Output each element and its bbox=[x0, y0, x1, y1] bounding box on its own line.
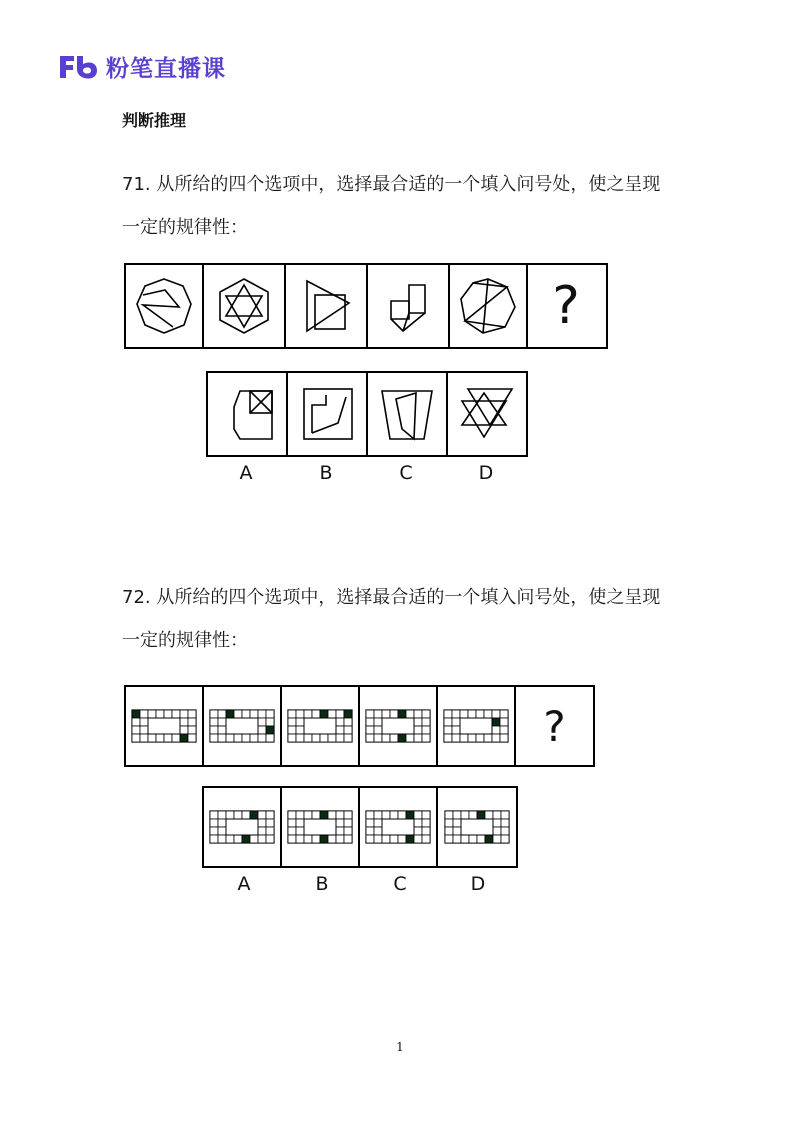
q72-text-line1: 72. 从所给的四个选项中，选择最合适的一个填入问号处，使之呈现 bbox=[122, 587, 661, 608]
q72-figure-3 bbox=[282, 687, 360, 765]
q72-text-line2: 一定的规律性： bbox=[122, 630, 248, 651]
q72-figure-4 bbox=[360, 687, 438, 765]
q71-question-cell bbox=[528, 265, 604, 347]
q71-option-c-figure bbox=[368, 373, 448, 455]
q72-option-d-label: D bbox=[470, 873, 486, 895]
q71-text-line2: 一定的规律性： bbox=[122, 217, 248, 238]
q72-option-d-figure bbox=[438, 788, 516, 866]
q72-sequence-panel bbox=[124, 685, 595, 767]
q72-option-b-figure bbox=[282, 788, 360, 866]
q72-question-cell bbox=[516, 687, 593, 765]
q72-option-c-figure bbox=[360, 788, 438, 866]
q71-text-line1: 71. 从所给的四个选项中，选择最合适的一个填入问号处，使之呈现 bbox=[122, 174, 661, 195]
q71-option-c-label: C bbox=[399, 462, 413, 484]
section-title: 判断推理 bbox=[122, 111, 187, 130]
q71-option-d-label: D bbox=[478, 462, 494, 484]
page-number: 1 bbox=[396, 1040, 404, 1054]
q71-figure-1 bbox=[126, 265, 204, 347]
q71-figure-2 bbox=[204, 265, 286, 347]
q71-figure-4 bbox=[368, 265, 450, 347]
q71-option-a-figure bbox=[208, 373, 288, 455]
q71-option-b-label: B bbox=[319, 462, 333, 484]
fb-logo-icon bbox=[56, 52, 100, 82]
q72-option-b-label: B bbox=[315, 873, 329, 895]
q71-option-b-figure bbox=[288, 373, 368, 455]
q72-options-panel bbox=[202, 786, 518, 868]
q71-question-mark: ? bbox=[552, 276, 580, 336]
q72-option-a-figure bbox=[204, 788, 282, 866]
q71-sequence-panel bbox=[124, 263, 608, 349]
q72-option-c-label: C bbox=[393, 873, 407, 895]
q72-option-a-label: A bbox=[237, 873, 251, 895]
q71-option-d-figure bbox=[448, 373, 526, 455]
q71-options-panel bbox=[206, 371, 528, 457]
header-logo bbox=[56, 50, 226, 83]
q71-option-a-label: A bbox=[239, 462, 253, 484]
q72-question-mark: ? bbox=[543, 701, 566, 751]
q71-figure-3 bbox=[286, 265, 368, 347]
q71-figure-5 bbox=[450, 265, 528, 347]
q72-figure-1 bbox=[126, 687, 204, 765]
q72-figure-5 bbox=[438, 687, 516, 765]
q72-figure-2 bbox=[204, 687, 282, 765]
logo-text: 粉笔直播课 bbox=[106, 56, 226, 82]
